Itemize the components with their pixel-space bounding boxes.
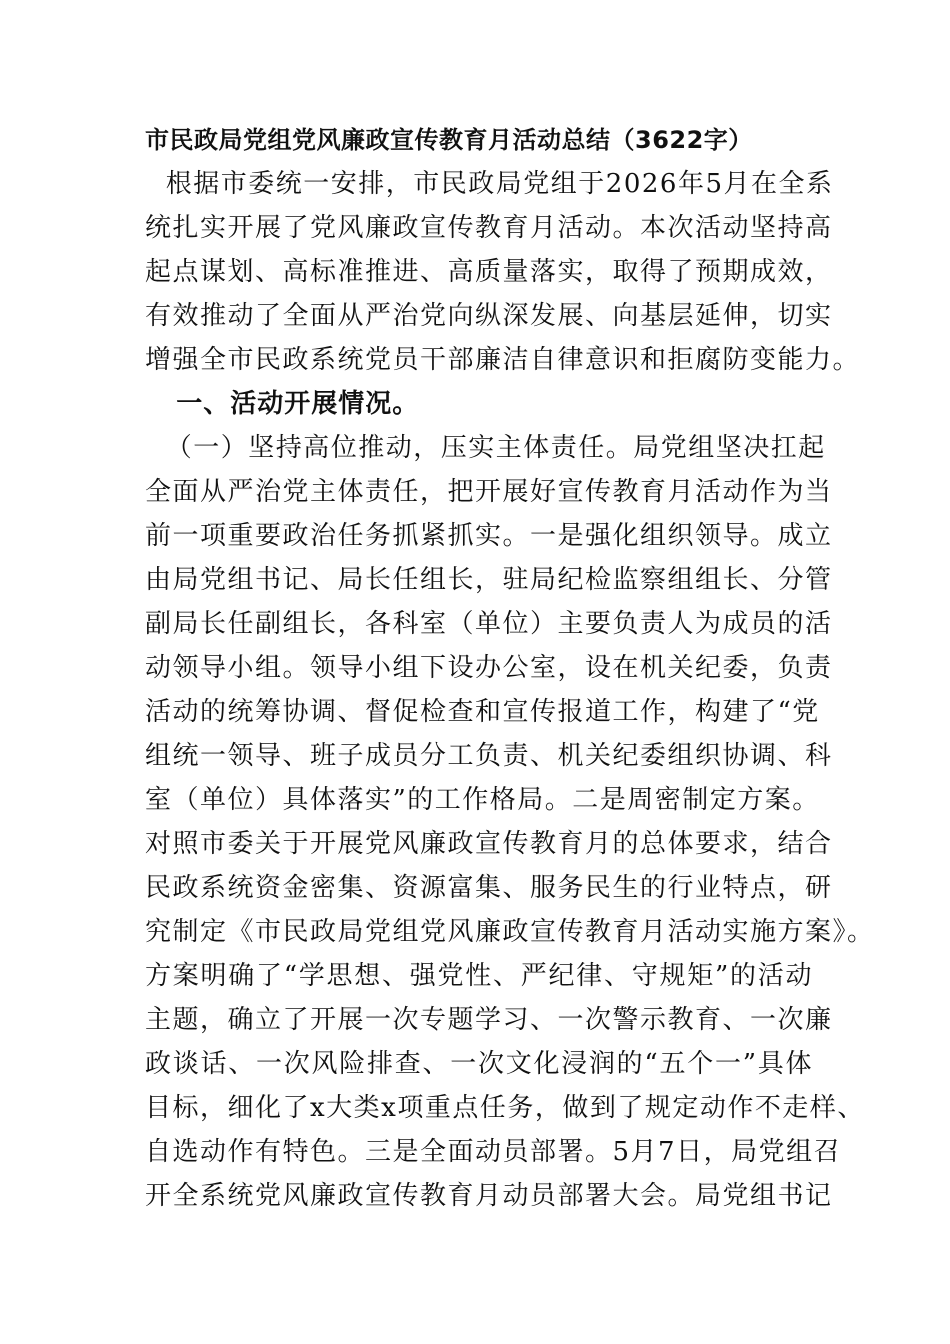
text-line: 统扎实开展了党风廉政宣传教育月活动。本次活动坚持高 (145, 213, 833, 243)
section-heading: 一、活动开展情况。 (176, 389, 420, 419)
text-line: 主题，确立了开展一次专题学习、一次警示教育、一次廉 (145, 1005, 833, 1035)
text-line: 由局党组书记、局长任组长，驻局纪检监察组组长、分管 (145, 565, 833, 595)
text-line: 动领导小组。领导小组下设办公室，设在机关纪委，负责 (145, 653, 833, 683)
text-line: 目标，细化了x大类x项重点任务，做到了规定动作不走样、 (145, 1093, 865, 1123)
document-title: 市民政局党组党风廉政宣传教育月活动总结（3622字） (145, 126, 753, 154)
text-line: 自选动作有特色。三是全面动员部署。5月7日，局党组召 (145, 1137, 842, 1167)
text-line: 前一项重要政治任务抓紧抓实。一是强化组织领导。成立 (145, 521, 833, 551)
text-line: 开全系统党风廉政宣传教育月动员部署大会。局党组书记 (145, 1181, 833, 1211)
document-page (145, 118, 875, 1218)
text-line: 民政系统资金密集、资源富集、服务民生的行业特点，研 (145, 873, 833, 903)
text-line: 组统一领导、班子成员分工负责、机关纪委组织协调、科 (145, 741, 833, 771)
text-line: 究制定《市民政局党组党风廉政宣传教育月活动实施方案》。 (145, 917, 875, 947)
intro-paragraph (145, 162, 861, 382)
text-line: 起点谋划、高标准推进、高质量落实，取得了预期成效， (145, 257, 833, 287)
text-line: 根据市委统一安排，市民政局党组于2026年5月在全系 (165, 169, 834, 199)
text-line: 全面从严治党主体责任，把开展好宣传教育月活动作为当 (145, 477, 833, 507)
text-line: 方案明确了“学思想、强党性、严纪律、守规矩”的活动 (145, 961, 813, 991)
text-line: 增强全市民政系统党员干部廉洁自律意识和拒腐防变能力。 (145, 345, 861, 375)
text-line: （一）坚持高位推动，压实主体责任。局党组坚决扛起 (165, 433, 826, 463)
text-line: 副局长任副组长，各科室（单位）主要负责人为成员的活 (145, 609, 833, 639)
text-line: 活动的统筹协调、督促检查和宣传报道工作，构建了“党 (145, 697, 820, 727)
text-line: 政谈话、一次风险排查、一次文化浸润的“五个一”具体 (145, 1049, 813, 1079)
body-paragraph (145, 426, 875, 1218)
text-line: 有效推动了全面从严治党向纵深发展、向基层延伸，切实 (145, 301, 833, 331)
text-line: 室（单位）具体落实”的工作格局。二是周密制定方案。 (145, 785, 820, 815)
text-line: 对照市委关于开展党风廉政宣传教育月的总体要求，结合 (145, 829, 833, 859)
